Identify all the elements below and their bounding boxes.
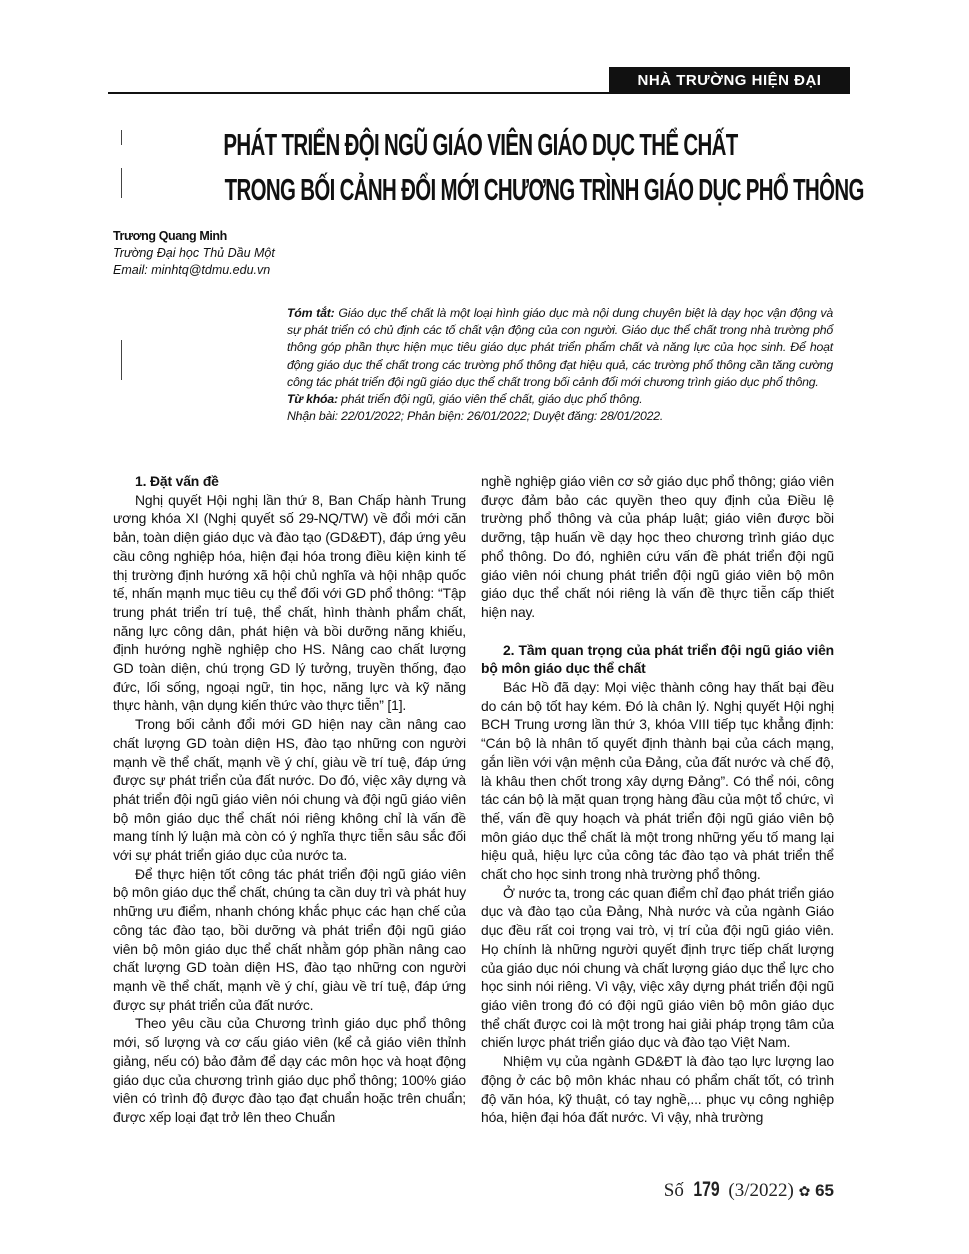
paragraph: Ở nước ta, trong các quan điểm chỉ đạo phát triển giáo dục và đào tạo của Đảng, Nhà nước và của ngành Giáo dục đều rất coi trọng vai trò, vị trí của đội ngũ giáo viên. Họ chính là những người quyết định trực tiếp chất lượng của giáo dục nói chung và chất lượng giáo dục thể lực cho học sinh nói riêng. Vì vậy, việc xây dựng phát triển đội ngũ giáo viên trong đó có đội ngũ giáo viên bộ môn giáo dục thể chất được coi là một trong hai giải pháp trọng tâm của chiến lược phát triển giáo dục và đào tạo Việt Nam. [481,884,834,1051]
abstract-text: Giáo dục thể chất là một loại hình giáo dục mà nội dung chuyên biệt là dạy học vận động và sự phát triển có chủ định các tố chất vận động của con người. Giáo dục thể chất trong nhà trường phổ thông góp phần thực hiện mục tiêu giáo dục phát triển phẩm chất và năng lực của học sinh. Để hoạt động giáo dục thể chất trong các trường phổ thông đạt hiệu quả, các trường phổ thông cần tăng cường công tác phát triển đội ngũ giáo dục thể chất trong bối cảnh đổi mới chương trình giáo dục phổ thông. [287,306,833,389]
keywords-label: Từ khóa: [287,392,338,407]
issue-prefix: Số [663,1180,684,1201]
paragraph: Nhiệm vụ của ngành GD&ĐT là đào tạo lực lượng lao động ở các bộ môn khác nhau có phẩm chất tốt, có trình độ văn hóa, kỹ thuật, có tay nghề,... phục vụ công nghiệp hóa, hiện đại hóa đất nước. Vì vậy, nhà trường [481,1053,834,1126]
page-number: 65 [815,1181,834,1200]
paragraph: Nghị quyết Hội nghị lần thứ 8, Ban Chấp hành Trung ương khóa XI (Nghị quyết số 29-NQ/TW) về đổi mới căn bản, toàn diện giáo dục và đào tạo (GD&ĐT), đáp ứng yêu cầu công nghiệp hóa, hiện đại hóa trong điều kiện kinh tế thị trường định hướng xã hội chủ nghĩa và hội nhập quốc tế, nhấn mạnh mục tiêu cụ thể đối với GD phổ thông: “Tập trung phát triển trí tuệ, thể chất, hình thành phẩm chất, năng lực công dân, phát hiện và bồi dưỡng năng khiếu, định hướng nghề nghiệp cho HS. Nâng cao chất lượng GD toàn diện, chú trọng GD lý tưởng, truyền thống, đạo đức, lối sống, ngoại ngữ, tin học, năng lực và kỹ năng thực hành, vận dụng kiến thức vào thực tiễn” [1]. [113,491,466,714]
paragraph: Để thực hiện tốt công tác phát triển đội ngũ giáo viên bộ môn giáo dục thể chất, chúng ta cần duy trì và phát huy những ưu điểm, nhanh chóng khắc phục các hạn chế của công tác đào tạo, bồi dưỡng và phát triển đội ngũ giáo viên bộ môn giáo dục thể chất nhằm góp phần nâng cao chất lượng GD toàn diện HS, đào tạo những con người mạnh về thể chất, mạnh về ý chí, giàu về trí tuệ, đáp ứng được sự phát triển của đất nước. [113,865,466,1013]
article-title-line-1: PHÁT TRIỂN ĐỘI NGŨ GIÁO VIÊN GIÁO DỤC THỂ CHẤT [222,127,738,162]
page-footer [664,1178,834,1202]
issue-date: (3/2022) [728,1180,794,1201]
review-dates: Nhận bài: 22/01/2022; Phản biện: 26/01/2022; Duyệt đăng: 28/01/2022. [287,409,664,424]
paragraph: Theo yêu cầu của Chương trình giáo dục phổ thông mới, số lượng và cơ cấu giáo viên (kể cả giáo viên thỉnh giảng, nếu có) bảo đảm để dạy các môn học và hoạt động giáo dục của chương trình giáo dục phổ thông; 100% giáo viên có trình độ được đào tạo đạt chuẩn hoặc trên chuẩn; được xếp loại đạt trở lên theo Chuẩn [113,1015,466,1125]
abstract [287,305,833,425]
abstract-label: Tóm tắt: [287,306,335,320]
margin-mark [121,340,122,380]
issue-number: 179 [692,1178,720,1201]
section-1-heading: 1. Đặt vấn đề [135,473,219,489]
right-column [481,472,834,1127]
section-tag: NHÀ TRƯỜNG HIỆN ĐẠI [609,67,850,94]
author-affiliation: Trường Đại học Thủ Dầu Một [113,246,275,260]
author-name: Trương Quang Minh [113,229,227,243]
keywords-text: phát triển đội ngũ, giáo viên thể chất, giáo dục phổ thông. [337,392,643,407]
section-2-heading: 2. Tầm quan trọng của phát triển đội ngũ giáo viên bộ môn giáo dục thể chất [481,641,834,677]
paragraph-continued: nghề nghiệp giáo viên cơ sở giáo dục phổ thông; giáo viên được đảm bảo các quyền theo quy định của Điều lệ trường phổ thông và của pháp luật; giáo viên được bồi dưỡng, tập huấn về dạy học theo chương trình giáo dục phổ thông. Do đó, nghiên cứu vấn đề phát triển đội ngũ giáo viên nói chung phát triển đội ngũ giáo viên bộ môn giáo dục thể chất nói riêng là vấn đề thực tiễn cấp thiết hiện nay. [481,473,834,620]
author-email: Email: minhtq@tdmu.edu.vn [113,263,271,277]
left-column [113,472,466,1127]
author-block [113,228,275,279]
paragraph: Trong bối cảnh đổi mới GD hiện nay cần nâng cao chất lượng GD toàn diện HS, đào tạo những con người mạnh về thể chất, mạnh về ý chí, giàu về trí tuệ, đáp ứng được sự phát triển của đất nước. Do đó, việc xây dựng và phát triển đội ngũ giáo viên nói chung và đội ngũ giáo viên bộ môn giáo dục thể chất nói riêng không chỉ là vấn đề mang tính lý luận mà còn có ý nghĩa thực tiễn sâu sắc đối với sự phát triển giáo dục của nước ta. [113,716,466,864]
flower-icon: ✿ [798,1185,811,1200]
article-title-line-2: TRONG BỐI CẢNH ĐỔI MỚI CHƯƠNG TRÌNH GIÁO DỤC PHỔ THÔNG [224,172,864,207]
paragraph: Bác Hồ đã dạy: Mọi việc thành công hay thất bại đều do cán bộ tốt hay kém. Đó là chân lý. Nghị quyết Hội nghị BCH Trung ương lần thứ 3, khóa VIII tiếp tục khẳng định: “Cán bộ là nhân tố quyết định thành bại của cách mạng, gắn liền với vận mệnh của Đảng, của đất nước và chế độ, là khâu then chốt trong xây dựng Đảng”. Có thể nói, công tác cán bộ là mặt quan trọng hàng đầu của một tổ chức, vì thế, vấn đề quy hoạch và phát triển đội ngũ giáo viên bộ môn giáo dục thể chất là một trong những yếu tố mang lại hiệu quả, hiệu lực của công tác đào tạo và phát triển thể chất cho học sinh trong nhà trường phổ thông. [481,679,834,883]
